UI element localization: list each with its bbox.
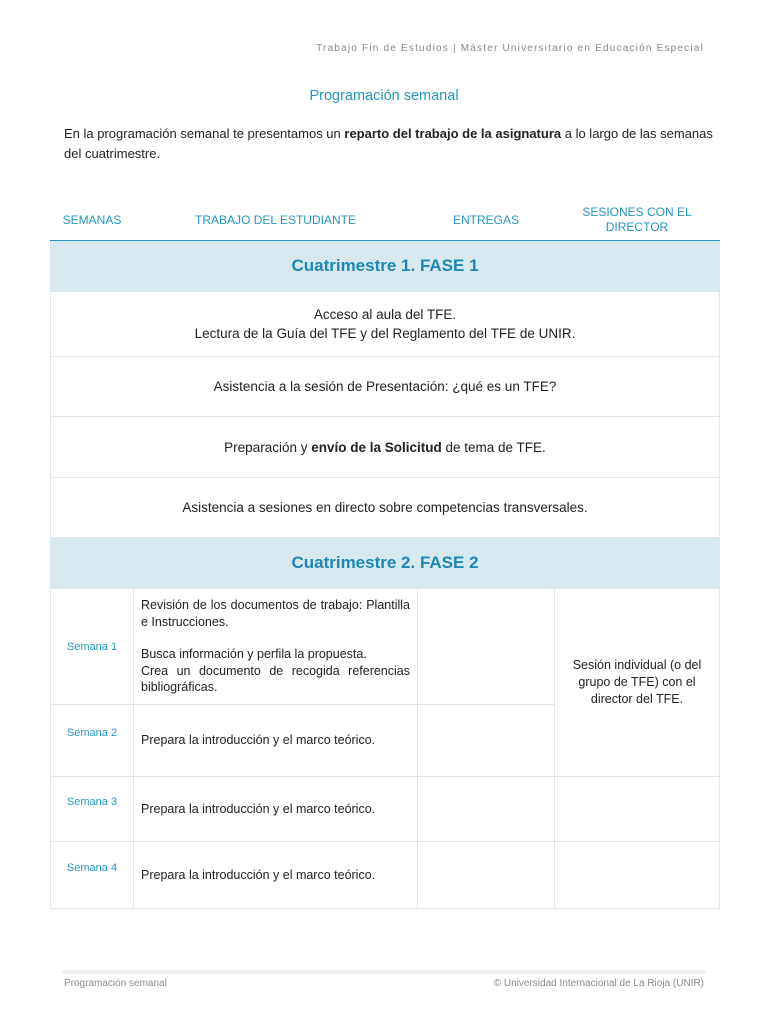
table-header-row: [51, 200, 720, 241]
footer-section-title: Programación semanal: [64, 978, 167, 989]
intro-text-end: a lo largo de las semanas del cuatrimestre.: [64, 126, 713, 161]
intro-bold: reparto del trabajo de la asignatura: [344, 126, 562, 141]
footer-divider: [62, 970, 706, 974]
table-row: [51, 478, 720, 538]
activity-text: Preparación y: [224, 439, 312, 455]
week-label: Semana 1: [51, 589, 134, 705]
deliveries-cell: [418, 589, 555, 705]
student-work-cell: [134, 589, 418, 705]
weekly-schedule-table: [50, 200, 720, 909]
table-row: [51, 292, 720, 357]
column-header-deliveries: ENTREGAS: [418, 200, 555, 241]
footer-copyright: © Universidad Internacional de La Rioja (UNIR): [493, 978, 704, 989]
table-row: [51, 777, 720, 842]
table-row: [51, 589, 720, 705]
activity-bold: envío de la Solicitud: [311, 439, 442, 455]
phase-title: Cuatrimestre 2. FASE 2: [51, 538, 720, 589]
work-paragraph: Busca información y perfila la propuesta.: [141, 647, 367, 662]
running-header: Trabajo Fin de Estudios | Máster Universitario en Educación Especial: [316, 43, 704, 54]
student-work-cell: Prepara la introducción y el marco teórico.: [134, 842, 418, 909]
activity-cell: [51, 417, 720, 478]
phase-title: Cuatrimestre 1. FASE 1: [51, 241, 720, 292]
page-title: Programación semanal: [309, 88, 459, 104]
intro-text: En la programación semanal te presentamos un: [64, 126, 345, 141]
column-header-director-sessions: SESIONES CON EL DIRECTOR: [555, 200, 720, 241]
student-work-cell: Prepara la introducción y el marco teórico.: [134, 777, 418, 842]
activity-line: Lectura de la Guía del TFE y del Reglamento del TFE de UNIR.: [194, 326, 576, 341]
activity-line: Acceso al aula del TFE.: [313, 307, 457, 322]
activity-text-end: de tema de TFE.: [441, 439, 546, 455]
column-header-weeks: SEMANAS: [51, 200, 134, 241]
table-row: [51, 357, 720, 417]
week-label: Semana 4: [51, 842, 134, 909]
student-work-cell: Prepara la introducción y el marco teórico.: [134, 705, 418, 777]
deliveries-cell: [418, 705, 555, 777]
table-row: [51, 417, 720, 478]
deliveries-cell: [418, 842, 555, 909]
director-session-cell: Sesión individual (o del grupo de TFE) con el director del TFE.: [555, 589, 720, 777]
table-row: [51, 842, 720, 909]
phase-row: [51, 538, 720, 589]
intro-paragraph: [64, 124, 714, 164]
deliveries-cell: [418, 777, 555, 842]
director-session-cell: [555, 842, 720, 909]
activity-cell: [51, 292, 720, 357]
activity-cell: Asistencia a sesiones en directo sobre competencias transversales.: [51, 478, 720, 538]
phase-row: [51, 241, 720, 292]
week-label: Semana 2: [51, 705, 134, 777]
column-header-student-work: TRABAJO DEL ESTUDIANTE: [134, 200, 418, 241]
activity-cell: Asistencia a la sesión de Presentación: ¿qué es un TFE?: [51, 357, 720, 417]
work-paragraph: Crea un documento de recogida referencias bibliográficas.: [141, 663, 410, 695]
director-session-cell: [555, 777, 720, 842]
week-label: Semana 3: [51, 777, 134, 842]
work-paragraph: Revisión de los documentos de trabajo: Plantilla e Instrucciones.: [141, 598, 410, 629]
